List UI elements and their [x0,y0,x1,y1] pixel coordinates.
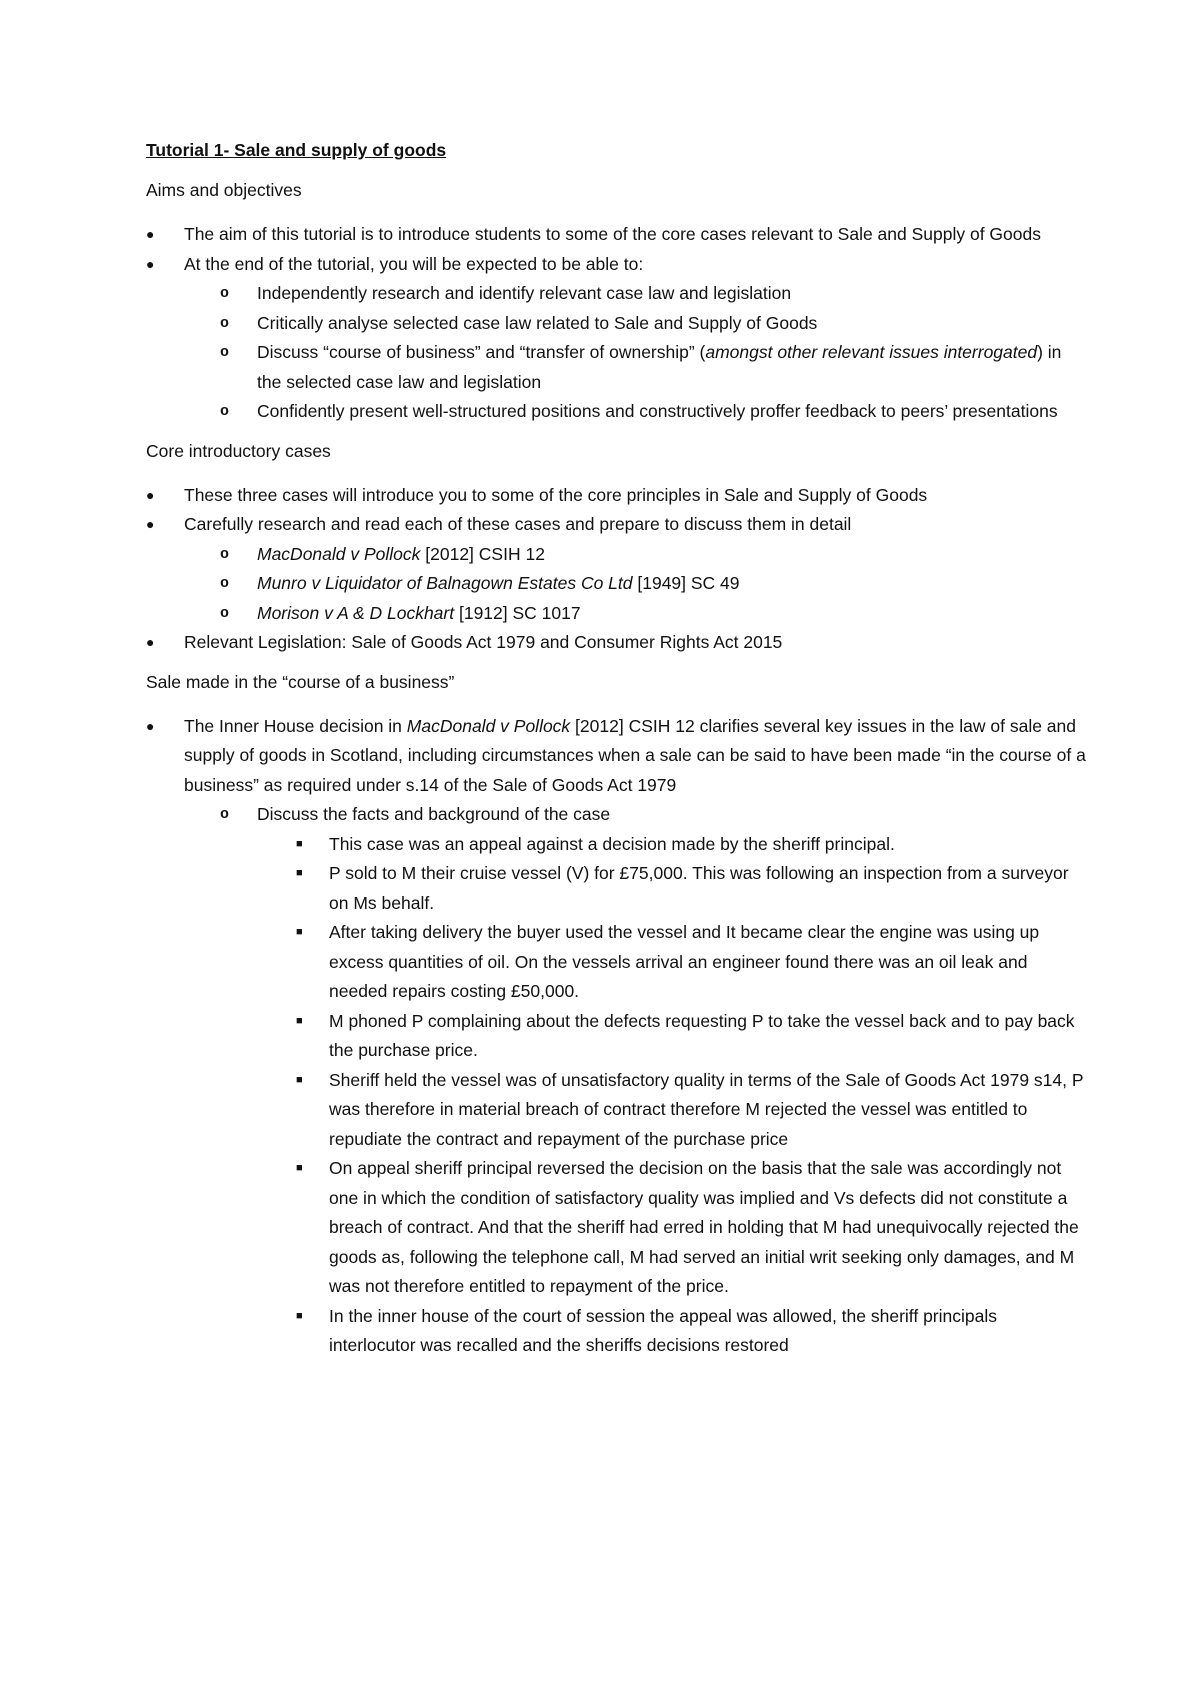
list-item: ■ This case was an appeal against a decision made by the sheriff principal. [146,830,1086,860]
square-bullet-icon: ■ [296,867,303,879]
list-item: ● Relevant Legislation: Sale of Goods Act 1979 and Consumer Rights Act 2015 [146,628,1086,658]
list-item: ● At the end of the tutorial, you will be expected to be able to: [146,250,1086,280]
list-item: o Critically analyse selected case law related to Sale and Supply of Goods [146,309,1086,339]
list-item: ■ P sold to M their cruise vessel (V) for £75,000. This was following an inspection from a surveyor on Ms behalf. [146,859,1086,918]
course-list [146,712,1086,1361]
list-item: ● These three cases will introduce you to some of the core principles in Sale and Supply of Goods [146,481,1086,511]
aims-list [146,220,1086,427]
document-body [146,138,1086,1361]
bullet-icon: ● [146,634,155,650]
circle-bullet-icon: o [220,285,230,302]
bullet-icon: ● [146,486,155,503]
circle-bullet-icon: o [220,403,230,420]
square-bullet-icon: ■ [296,1162,303,1174]
case-item: o Morison v A & D Lockhart [1912] SC 1017 [146,599,1086,629]
list-item: o Discuss the facts and background of the case [146,800,1086,830]
square-bullet-icon: ■ [296,1309,303,1322]
square-bullet-icon: ■ [296,926,303,938]
circle-bullet-icon: o [220,314,230,332]
list-item: ■ After taking delivery the buyer used the vessel and It became clear the engine was using up excess quantities of oil. On the vessels arrival an engineer found there was an oil leak and needed repairs costing £50,000. [146,918,1086,1007]
case-item: o Munro v Liquidator of Balnagown Estates Co Ltd [1949] SC 49 [146,569,1086,599]
case-item: o MacDonald v Pollock [2012] CSIH 12 [146,540,1086,570]
core-cases-list [146,481,1086,658]
section-heading-course: Sale made in the “course of a business” [146,671,455,692]
bullet-icon: ● [146,226,155,242]
list-item: o Independently research and identify relevant case law and legislation [146,279,1086,309]
list-item: ■ Sheriff held the vessel was of unsatisfactory quality in terms of the Sale of Goods Act 1979 s14, P was therefore in material breach of contract therefore M rejected the vessel was entitled to repudiate the contract and repayment of the purchase price [146,1066,1086,1155]
list-item: ● The aim of this tutorial is to introduce students to some of the core cases relevant to Sale and Supply of Goods [146,220,1086,250]
list-item: ● Carefully research and read each of these cases and prepare to discuss them in detail [146,510,1086,540]
list-item: ■ On appeal sheriff principal reversed the decision on the basis that the sale was accordingly not one in which the condition of satisfactory quality was implied and Vs defects did not constitute a breach of contract. And that the sheriff had erred in holding that M had unequivocally rejected the goods as, following the telephone call, M had served an initial writ seeking only damages, and M was not therefore entitled to repayment of the price. [146,1154,1086,1302]
circle-bullet-icon: o [220,545,230,563]
page-title: Tutorial 1- Sale and supply of goods [146,140,447,160]
list-item: o Discuss “course of business” and “transfer of ownership” (amongst other relevant issues interrogated) in the selected case law and legislation [146,338,1086,397]
square-bullet-icon: ■ [296,1014,303,1027]
circle-bullet-icon: o [220,806,230,823]
bullet-icon: ● [146,717,155,734]
square-bullet-icon: ■ [296,837,303,850]
circle-bullet-icon: o [220,575,230,592]
list-item: ■ M phoned P complaining about the defects requesting P to take the vessel back and to pay back the purchase price. [146,1007,1086,1066]
list-item: ■ In the inner house of the court of session the appeal was allowed, the sheriff principals interlocutor was recalled and the sheriffs decisions restored [146,1302,1086,1361]
list-item: ● The Inner House decision in MacDonald v Pollock [2012] CSIH 12 clarifies several key issues in the law of sale and supply of goods in Scotland, including circumstances when a sale can be said to have been made “in the course of a business” as required under s.14 of the Sale of Goods Act 1979 [146,712,1086,801]
square-bullet-icon: ■ [296,1073,303,1086]
circle-bullet-icon: o [220,604,230,622]
section-heading-core: Core introductory cases [146,440,331,461]
bullet-icon: ● [146,516,155,532]
bullet-icon: ● [146,255,155,272]
section-heading-aims: Aims and objectives [146,180,302,200]
circle-bullet-icon: o [220,344,230,361]
list-item: o Confidently present well-structured positions and constructively proffer feedback to peers’ presentations [146,397,1086,427]
